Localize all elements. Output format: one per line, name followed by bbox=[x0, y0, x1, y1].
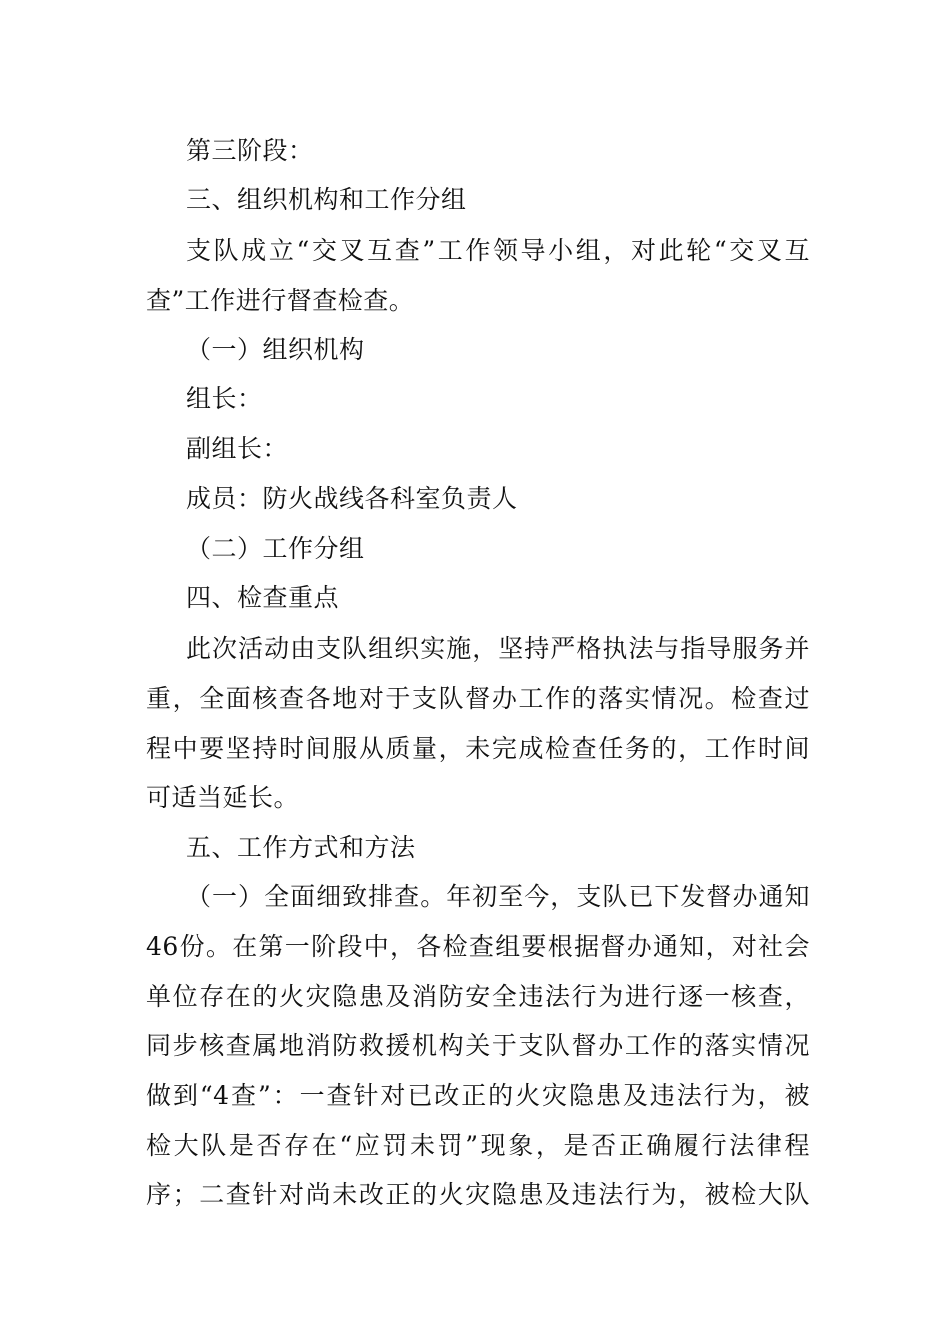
paragraph-line: 可适当延长。 bbox=[146, 783, 300, 812]
paragraph-line: 组长： bbox=[186, 384, 263, 413]
paragraph-line: 重，全面核查各地对于支队督办工作的落实情况。检查过 bbox=[146, 684, 810, 713]
stage-heading: 第三阶段： bbox=[186, 136, 314, 165]
paragraph-line: 做到“4查”：一查针对已改正的火灾隐患及违法行为，被 bbox=[146, 1081, 810, 1110]
section-heading-5: 五、工作方式和方法 bbox=[186, 833, 416, 862]
paragraph-line: 单位存在的火灾隐患及消防安全违法行为进行逐一核查， bbox=[146, 982, 810, 1011]
paragraph-line: 程中要坚持时间服从质量，未完成检查任务的，工作时间 bbox=[146, 734, 810, 763]
paragraph-line: （一）全面细致排查。年初至今，支队已下发督办通知 bbox=[186, 882, 810, 911]
subsection-heading: （一）组织机构 bbox=[186, 335, 365, 364]
paragraph-line: 副组长： bbox=[186, 434, 289, 463]
section-heading-3: 三、组织机构和工作分组 bbox=[186, 185, 467, 214]
paragraph-line: 成员：防火战线各科室负责人 bbox=[186, 484, 518, 513]
paragraph-line: 46份。在第一阶段中，各检查组要根据督办通知，对社会 bbox=[146, 932, 810, 961]
subsection-heading: （二）工作分组 bbox=[186, 534, 365, 563]
paragraph-line: 此次活动由支队组织实施，坚持严格执法与指导服务并 bbox=[186, 634, 810, 663]
paragraph-line: 支队成立“交叉互查”工作领导小组，对此轮“交叉互 bbox=[186, 236, 810, 265]
paragraph-line: 序；二查针对尚未改正的火灾隐患及违法行为，被检大队 bbox=[146, 1180, 810, 1209]
paragraph-line: 检大队是否存在“应罚未罚”现象，是否正确履行法律程 bbox=[146, 1131, 810, 1160]
paragraph-line: 查”工作进行督查检查。 bbox=[146, 286, 415, 315]
section-heading-4: 四、检查重点 bbox=[186, 583, 340, 612]
paragraph-line: 同步核查属地消防救援机构关于支队督办工作的落实情况 bbox=[146, 1031, 810, 1060]
